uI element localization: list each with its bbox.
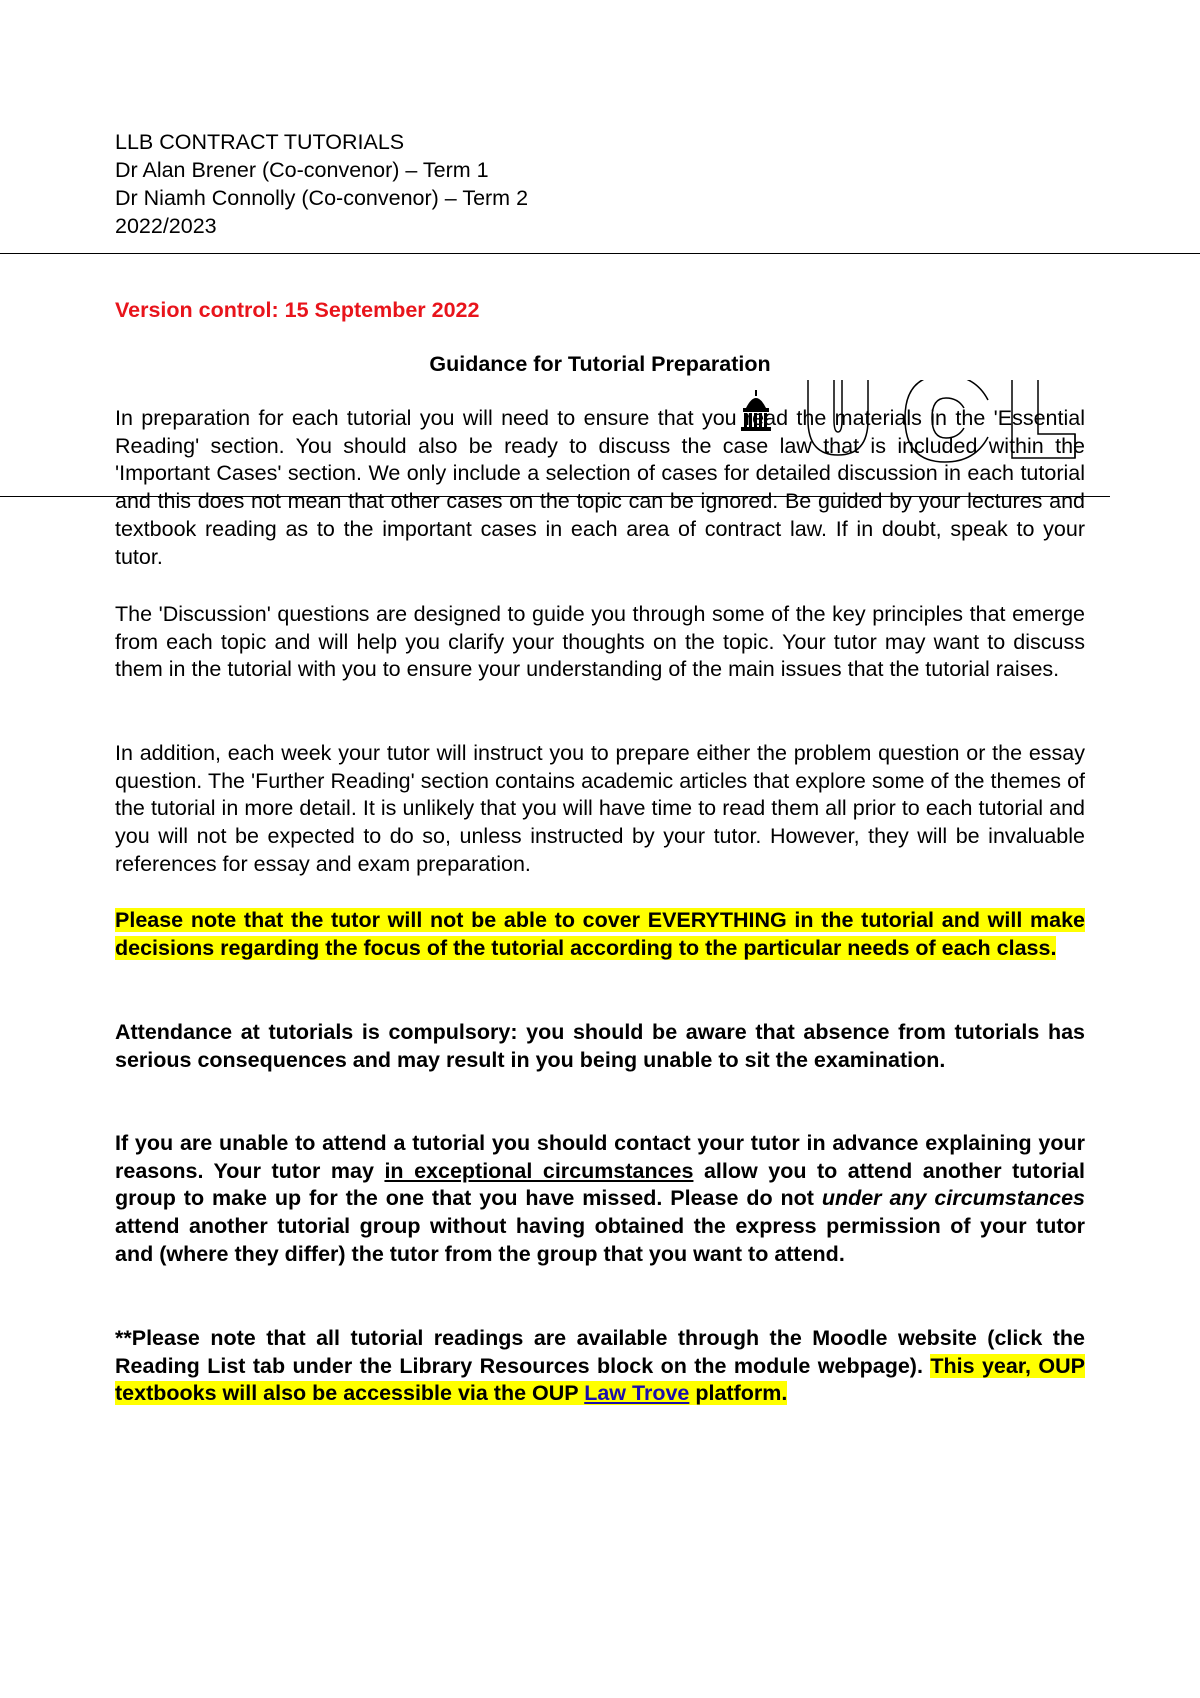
version-control: Version control: 15 September 2022: [115, 298, 480, 322]
convenor-term-1: Dr Alan Brener (Co-convenor) – Term 1: [115, 158, 489, 182]
law-trove-link[interactable]: Law Trove: [584, 1381, 690, 1406]
readings-highlight-end: platform.: [689, 1381, 788, 1406]
paragraph-text: In preparation for each tutorial you will need to ensure that you read the materials in the 'Essential Reading' section. You should also be ready to discuss the case law that is included within the 'Important Cases' section. We only include a selection of cases for detailed discussion in each tutorial and this does not mean that other cases on the topic can be ignored. Be guided by your lectures and textbook reading as to the important cases in each area of contract law. If in doubt, speak to your tutor.: [115, 406, 1085, 569]
paragraph-essential-reading: [115, 405, 1085, 571]
academic-year: 2022/2023: [115, 214, 217, 238]
paragraph-readings: [115, 1325, 1085, 1408]
absence-text-1: If you are unable to attend a tutorial you should contact your tutor in advance explaining your reasons. Your tutor may: [115, 1131, 1085, 1183]
paragraph-tutor-note: [115, 907, 1085, 962]
absence-text-2: allow you to attend another tutorial group to make up for the one that you have missed. Please do not: [115, 1158, 1085, 1211]
convenor-term-2: Dr Niamh Connolly (Co-convenor) – Term 2: [115, 186, 529, 210]
absence-italic: under any circumstances: [821, 1186, 1085, 1211]
paragraph-absence: [115, 1130, 1085, 1269]
readings-highlight-text: This year, OUP textbooks will also be accessible via the OUP: [115, 1353, 1085, 1406]
course-title: LLB CONTRACT TUTORIALS: [115, 130, 405, 154]
paragraph-discussion-questions: [115, 601, 1085, 684]
highlighted-note: Please note that the tutor will not be able to cover EVERYTHING in the tutorial and will make decisions regarding the focus of the tutorial according to the particular needs of each class.: [115, 908, 1085, 960]
page-title: Guidance for Tutorial Preparation: [429, 352, 771, 376]
document-header: [115, 128, 528, 240]
paragraph-text: Attendance at tutorials is compulsory: you should be aware that absence from tutorials has serious consequences and may result in you being unable to sit the examination.: [115, 1020, 1085, 1072]
paragraph-text: In addition, each week your tutor will instruct you to prepare either the problem question or the essay question. The 'Further Reading' section contains academic articles that explore some of the themes of the tutorial in more detail. It is unlikely that you will have time to read them all prior to each tutorial and you will not be expected to do so, unless instructed by your tutor. However, they will be invaluable references for essay and exam preparation.: [115, 741, 1085, 876]
absence-underlined: in exceptional circumstances: [384, 1158, 694, 1183]
paragraph-further-reading: [115, 740, 1085, 879]
readings-text: **Please note that all tutorial readings are available through the Moodle website (click the Reading List tab under the Library Resources block on the module webpage).: [115, 1326, 1085, 1378]
paragraph-attendance: [115, 1019, 1085, 1074]
header-divider: [0, 253, 1200, 254]
absence-text-3: attend another tutorial group without having obtained the express permission of your tutor and (where they differ) the tutor from the group that you want to attend.: [115, 1214, 1085, 1266]
paragraph-text: The 'Discussion' questions are designed to guide you through some of the key principles that emerge from each topic and will help you clarify your thoughts on the topic. Your tutor may want to discuss them in the tutorial with you to ensure your understanding of the main issues that the tutorial raises.: [115, 602, 1085, 682]
